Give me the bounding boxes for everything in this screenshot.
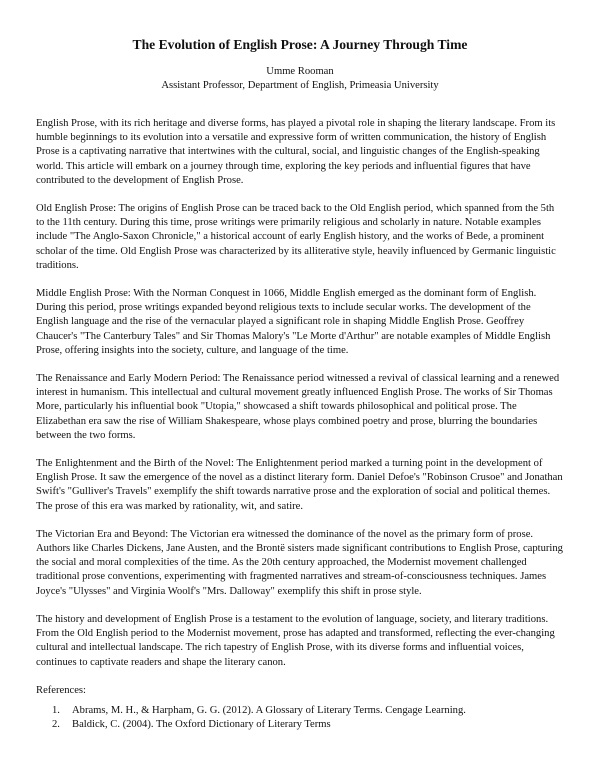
reference-number: 1.: [52, 704, 60, 716]
paragraph-middle-english: Middle English Prose: With the Norman Conquest in 1066, Middle English emerged as the dominant form of English. During this period, prose writings expanded beyond religious texts to include secular works. The development of the English language and the rise of the vernacular played a significant role in shaping Middle English Prose. Geoffrey Chaucer's "The Canterbury Tales" and Sir Thomas Malory's "Le Morte d'Arthur" are notable examples of Middle English Prose, offering insights into the society, culture, and language of the time.: [36, 288, 551, 356]
author-affiliation: Assistant Professor, Department of English, Primeasia University: [161, 80, 439, 91]
reference-text: Baldick, C. (2004). The Oxford Dictionary of Literary Terms: [72, 719, 331, 731]
references-heading: References:: [36, 684, 86, 696]
reference-item: [52, 718, 564, 732]
reference-text: Abrams, M. H., & Harpham, G. G. (2012). A Glossary of Literary Terms. Cengage Learning.: [72, 704, 466, 716]
paragraph-renaissance: The Renaissance and Early Modern Period: The Renaissance period witnessed a revival of classical learning and a renewed interest in humanism. This intellectual and cultural movement greatly influenced English Prose. The works of Sir Thomas More, particularly his influential book "Utopia," showcased a shift towards philosophical and political prose. The Elizabethan era saw the rise of William Shakespeare, whose plays combined poetry and prose, blurring the boundaries between the two forms.: [36, 373, 560, 441]
paragraph-introduction: English Prose, with its rich heritage and diverse forms, has played a pivotal role in shaping the literary landscape. From its humble beginnings to its evolution into a versatile and expressive form of written communication, the history of English Prose is a captivating narrative that intertwines with the cultural, social, and linguistic changes of the English-speaking world. This article will embark on a journey through time, exploring the key periods and influential figures that have contributed to the development of English Prose.: [36, 118, 556, 186]
article-body: [36, 117, 564, 732]
reference-number: 2.: [52, 719, 60, 731]
document-title: The Evolution of English Prose: A Journey Through Time: [132, 37, 468, 52]
references-list: [52, 704, 564, 732]
paragraph-old-english: Old English Prose: The origins of English Prose can be traced back to the Old English period, which spanned from the 5th to the 11th century. During this time, prose writings were primarily religious and scholarly in nature. Notable examples include "The Anglo-Saxon Chronicle," a historical account of early English history, and the works of Bede, a prominent scholar of the time. Old English Prose was characterized by its alliterative style, heavily influenced by Germanic linguistic traditions.: [36, 203, 556, 271]
author-name: Umme Rooman: [266, 66, 334, 77]
paragraph-conclusion: The history and development of English Prose is a testament to the evolution of language, society, and literary traditions. From the Old English period to the Modernist movement, prose has adapted and transformed, reflecting the ever-changing cultural and intellectual landscape. The rich tapestry of English Prose, with its diverse forms and influential voices, continues to captivate readers and shape the literary canon.: [36, 613, 555, 668]
paragraph-enlightenment: The Enlightenment and the Birth of the Novel: The Enlightenment period marked a turning point in the development of English Prose. It saw the emergence of the novel as a distinct literary form. Daniel Defoe's "Robinson Crusoe" and Jonathan Swift's "Gulliver's Travels" exemplify the shift towards narrative prose and the exploration of social and political themes. The prose of this era was marked by rationality, wit, and satire.: [36, 458, 563, 512]
reference-item: [52, 704, 564, 718]
document-page: [36, 36, 564, 732]
paragraph-victorian: The Victorian Era and Beyond: The Victorian era witnessed the dominance of the novel as the primary form of prose. Authors like Charles Dickens, Jane Austen, and the Brontë sisters made significant contributions to English Prose, capturing the social and moral complexities of the time. As the 20th century approached, the Modernist movement challenged traditional prose conventions, experimenting with fragmented narratives and stream-of-consciousness techniques. James Joyce's "Ulysses" and Virginia Woolf's "Mrs. Dalloway" exemplify this shift in prose style.: [36, 528, 563, 597]
